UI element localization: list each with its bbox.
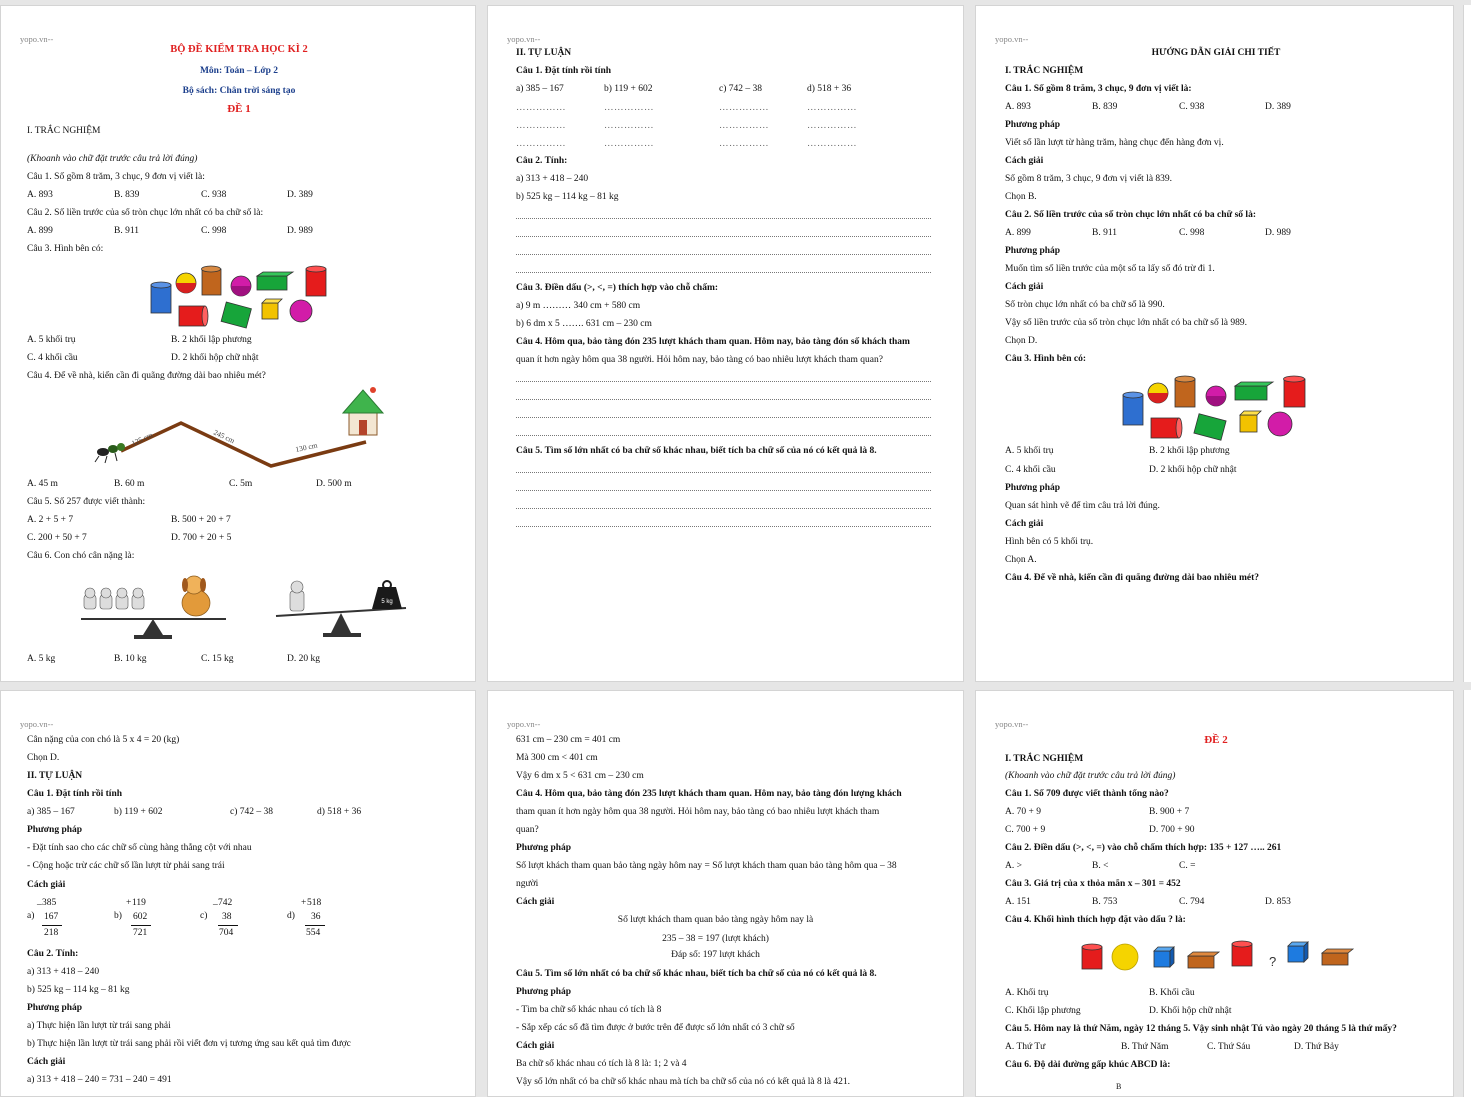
question-2: Câu 2. Điền dấu (>, <, =) vào chỗ chấm thích hợp: 135 + 127 ….. 261: [1005, 843, 1282, 853]
solution-text: Số gồm 8 trăm, 3 chục, 9 đơn vị viết là 839.: [1005, 174, 1173, 184]
calc-label: d): [287, 911, 295, 921]
document-page-6: [975, 690, 1454, 1097]
option: C. Thứ Sáu: [1207, 1042, 1251, 1052]
section-heading: I. TRẮC NGHIỆM: [1005, 66, 1084, 76]
option: B. 500 + 20 + 7: [171, 515, 231, 525]
answer-line: [516, 236, 931, 237]
method-text: a) Thực hiện lần lượt từ trái sang phải: [27, 1021, 171, 1031]
question-3a: a) 9 m ……… 340 cm + 580 cm: [516, 301, 641, 311]
option: D. 853: [1265, 897, 1291, 907]
option: C. 938: [201, 190, 227, 200]
calc-item: b) 119 + 602: [604, 84, 653, 94]
instruction: (Khoanh vào chữ đặt trước câu trả lời đúng): [1005, 771, 1176, 781]
option: A. 899: [1005, 228, 1031, 238]
question-3: Câu 3. Hình bên có:: [1005, 354, 1087, 364]
ant-icon: [95, 443, 125, 463]
solution-text: Vậy 6 dm x 5 < 631 cm – 230 cm: [516, 771, 644, 781]
answer-blank: ……………: [604, 121, 654, 131]
shape-sequence-figure: [1076, 939, 1366, 979]
solution-text: Số tròn chục lớn nhất có ba chữ số là 990.: [1005, 300, 1165, 310]
document-page-4: [0, 690, 476, 1097]
option: D. 989: [1265, 228, 1291, 238]
dog-icon: [182, 576, 210, 616]
option: A. Thứ Tư: [1005, 1042, 1046, 1052]
answer-line: [516, 399, 931, 400]
ant-path-figure: [91, 386, 391, 476]
solution-heading: Cách giải: [1005, 519, 1044, 529]
option: B. 2 khối lập phương: [1149, 446, 1230, 456]
method-text: Quan sát hình vẽ để tìm câu trả lời đúng.: [1005, 501, 1160, 511]
section-heading: II. TỰ LUẬN: [27, 771, 83, 781]
option: A. 5 khối trụ: [27, 335, 76, 345]
option: C. 998: [201, 226, 227, 236]
method-text: Viết số lần lượt từ hàng trăm, hàng chục đến hàng đơn vị.: [1005, 138, 1224, 148]
solution-text: Ba chữ số khác nhau có tích là 8 là: 1; 2 và 4: [516, 1059, 687, 1069]
question-5: Câu 5. Số 257 được viết thành:: [27, 497, 146, 507]
answer-blank: ……………: [719, 139, 769, 149]
page-header: yopo.vn--: [995, 34, 1029, 44]
section-heading: I. TRẮC NGHIỆM: [1005, 754, 1084, 764]
scale-left: [81, 576, 226, 639]
question-1: Câu 1. Số gồm 8 trăm, 3 chục, 9 đơn vị viết là:: [27, 172, 205, 182]
question-1: Câu 1. Đặt tính rồi tính: [27, 789, 123, 799]
option: B. 10 kg: [114, 654, 147, 664]
option: B. Khối cầu: [1149, 988, 1195, 998]
option: B. 753: [1092, 897, 1118, 907]
section-heading: II. TỰ LUẬN: [516, 48, 572, 58]
calc-item: c) 742 – 38: [719, 84, 763, 94]
answer-blank: ……………: [516, 139, 566, 149]
document-page-5: [487, 690, 964, 1097]
segment-label-3: 130 cm: [294, 440, 319, 454]
question-1: Câu 1. Số 709 được viết thành tổng nào?: [1005, 789, 1169, 799]
exam-label: ĐỀ 2: [1204, 734, 1228, 746]
answer-line: [516, 435, 931, 436]
doc-book: Bộ sách: Chân trời sáng tạo: [182, 86, 296, 96]
calc-item: a) 385 – 167: [27, 807, 75, 817]
option: B. Thứ Năm: [1121, 1042, 1169, 1052]
option: C. 794: [1179, 897, 1205, 907]
calc-result: 721: [133, 928, 148, 938]
solution-heading: Cách giải: [27, 1057, 66, 1067]
answer-blank: ……………: [516, 103, 566, 113]
option: A. 899: [27, 226, 53, 236]
question-4: Câu 4. Để về nhà, kiến cần đi quãng đường dài bao nhiêu mét?: [1005, 573, 1260, 583]
answer-choice: Chọn B.: [1005, 192, 1037, 202]
method-text: b) Thực hiện lần lượt từ trái sang phải rồi viết đơn vị tương ứng sau kết quả tìm được: [27, 1039, 351, 1049]
question-5: Câu 5. Tìm số lớn nhất có ba chữ số khác nhau, biết tích ba chữ số của nó có kết quả là 8.: [516, 969, 877, 979]
doc-title: BỘ ĐỀ KIỂM TRA HỌC KÌ 2: [170, 44, 308, 55]
answer-choice: Chọn A.: [1005, 555, 1037, 565]
option: C. 4 khối cầu: [1005, 465, 1056, 475]
answer-blank: ……………: [604, 103, 654, 113]
option: D. 389: [1265, 102, 1291, 112]
answer-line: [516, 218, 931, 219]
document-page-1: [0, 5, 476, 682]
calc-operator: +: [126, 898, 132, 908]
vertex-label: B: [1116, 1082, 1122, 1091]
option: A. 70 + 9: [1005, 807, 1041, 817]
page-edge-sliver: [1463, 5, 1471, 682]
option: C. Khối lập phương: [1005, 1006, 1081, 1016]
section-heading: I. TRẮC NGHIỆM: [27, 126, 101, 136]
solution-text: Cân nặng của con chó là 5 x 4 = 20 (kg): [27, 735, 180, 745]
solution-heading: Cách giải: [27, 880, 66, 890]
option: C. =: [1179, 861, 1196, 871]
answer-blank: ……………: [807, 139, 857, 149]
calc-result: 554: [306, 928, 321, 938]
option: A. 2 + 5 + 7: [27, 515, 74, 525]
question-1: Câu 1. Đặt tính rồi tính: [516, 66, 612, 76]
doc-subject: Môn: Toán – Lớp 2: [199, 66, 279, 76]
option: C. 200 + 50 + 7: [27, 533, 87, 543]
solution-heading: Cách giải: [516, 897, 555, 907]
page-edge-sliver: [1463, 690, 1471, 1097]
answer-line: [516, 508, 931, 509]
calc-item: c) 742 – 38: [230, 807, 274, 817]
question-4-cont: quan ít hơn ngày hôm qua 38 người. Hỏi hôm nay, bảo tàng có bao nhiêu lượt khách tham quan?: [516, 355, 883, 365]
answer-line: [516, 472, 931, 473]
solution-text: Đáp số: 197 lượt khách: [671, 950, 760, 960]
question-4-cont: tham quan ít hơn ngày hôm qua 38 người. Hỏi hôm nay, bảo tàng có bao nhiêu lượt khách tham: [516, 807, 880, 817]
option: A. 5 kg: [27, 654, 56, 664]
page-header: yopo.vn--: [507, 34, 541, 44]
option: C. 998: [1179, 228, 1205, 238]
option: A. >: [1005, 861, 1022, 871]
option: B. 911: [114, 226, 139, 236]
calc-label: a): [27, 911, 35, 921]
solution-text: Mà 300 cm < 401 cm: [516, 753, 598, 763]
solid-shapes-figure: [146, 261, 331, 331]
answer-blank: ……………: [604, 139, 654, 149]
question-3b: b) 6 dm x 5 ……. 631 cm – 230 cm: [516, 319, 652, 329]
question-3: Câu 3. Hình bên có:: [27, 244, 104, 254]
calc-top: 119: [132, 898, 146, 908]
solution-text: a) 313 + 418 – 240 = 731 – 240 = 491: [27, 1075, 172, 1085]
calc-label: c): [200, 911, 208, 921]
method-heading: Phương pháp: [516, 987, 572, 997]
solution-text: Vậy số lớn nhất có ba chữ số khác nhau mà tích ba chữ số của nó có kết quả là 8 là 421.: [516, 1077, 851, 1087]
document-page-3: [975, 5, 1454, 682]
calc-item: b) 119 + 602: [114, 807, 163, 817]
weight-label: 5 kg: [381, 599, 393, 605]
option: B. 911: [1092, 228, 1117, 238]
option: A. 5 khối trụ: [1005, 446, 1054, 456]
solution-text: 235 – 38 = 197 (lượt khách): [662, 934, 769, 944]
method-heading: Phương pháp: [27, 825, 83, 835]
question-6: Câu 6. Con chó cân nặng là:: [27, 551, 135, 561]
answer-line: [516, 526, 931, 527]
answer-line: [516, 490, 931, 491]
question-3: Câu 3. Giá trị của x thỏa mãn x – 301 = 452: [1005, 879, 1181, 889]
option: A. 151: [1005, 897, 1031, 907]
option: D. 2 khối hộp chữ nhật: [1149, 465, 1237, 475]
doc-title: HƯỚNG DẪN GIẢI CHI TIẾT: [1151, 48, 1281, 58]
option: D. 20 kg: [287, 654, 320, 664]
method-heading: Phương pháp: [27, 1003, 83, 1013]
option: C. 15 kg: [201, 654, 234, 664]
solution-heading: Cách giải: [1005, 156, 1044, 166]
balance-scale-figure: [76, 571, 416, 641]
method-heading: Phương pháp: [516, 843, 572, 853]
instruction: (Khoanh vào chữ đặt trước câu trả lời đúng): [27, 154, 198, 164]
answer-choice: Chọn D.: [1005, 336, 1038, 346]
answer-blank: ……………: [516, 121, 566, 131]
option: D. 700 + 90: [1149, 825, 1195, 835]
option: B. 2 khối lập phương: [171, 335, 252, 345]
answer-blank: ……………: [719, 121, 769, 131]
question-2b: b) 525 kg – 114 kg – 81 kg: [27, 985, 130, 995]
calc-item: d) 518 + 36: [807, 84, 852, 94]
option: D. 700 + 20 + 5: [171, 533, 232, 543]
option: B. 839: [114, 190, 140, 200]
method-text: người: [516, 879, 539, 889]
calc-top: 742: [218, 898, 233, 908]
calc-label: b): [114, 911, 122, 921]
answer-line: [516, 381, 931, 382]
question-4: Câu 4. Khối hình thích hợp đặt vào dấu ? là:: [1005, 915, 1186, 925]
calc-item: a) 385 – 167: [516, 84, 564, 94]
option: C. 938: [1179, 102, 1205, 112]
question-6: Câu 6. Độ dài đường gấp khúc ABCD là:: [1005, 1060, 1171, 1070]
question-4: Câu 4. Hôm qua, bảo tàng đón 235 lượt khách tham quan. Hôm nay, bảo tàng đón lượng khách: [516, 789, 902, 799]
option: A. 45 m: [27, 479, 58, 489]
solution-heading: Cách giải: [516, 1041, 555, 1051]
page-header: yopo.vn--: [507, 719, 541, 729]
method-heading: Phương pháp: [1005, 120, 1061, 130]
option: C. 700 + 9: [1005, 825, 1046, 835]
question-3: Câu 3. Điền dấu (>, <, =) thích hợp vào chỗ chấm:: [516, 283, 719, 293]
answer-line: [516, 417, 931, 418]
option: D. 500 m: [316, 479, 352, 489]
option: C. 5m: [229, 479, 253, 489]
option: D. 2 khối hộp chữ nhật: [171, 353, 259, 363]
solution-text: 631 cm – 230 cm = 401 cm: [516, 735, 621, 745]
solution-heading: Cách giải: [1005, 282, 1044, 292]
method-text: - Đặt tính sao cho các chữ số cùng hàng thẳng cột với nhau: [27, 843, 252, 853]
option: D. 389: [287, 190, 313, 200]
calc-bottom: 167: [44, 912, 59, 922]
page-header: yopo.vn--: [20, 34, 54, 44]
column-calc-b: [114, 896, 174, 941]
cat-icon: [84, 588, 144, 609]
question-5: Câu 5. Tìm số lớn nhất có ba chữ số khác nhau, biết tích ba chữ số của nó có kết quả là 8.: [516, 446, 877, 456]
answer-line: [516, 272, 931, 273]
question-2: Câu 2. Số liền trước của số tròn chục lớn nhất có ba chữ số là:: [27, 208, 264, 218]
question-2a: a) 313 + 418 – 240: [516, 174, 589, 184]
column-calc-d: [287, 896, 347, 941]
option: B. <: [1092, 861, 1109, 871]
scale-right: [276, 581, 406, 637]
option: A. Khối trụ: [1005, 988, 1049, 998]
solid-shapes-figure: [1118, 371, 1308, 441]
method-heading: Phương pháp: [1005, 246, 1061, 256]
option: A. 893: [27, 190, 53, 200]
question-2: Câu 2. Tính:: [516, 156, 568, 166]
solution-text: Hình bên có 5 khối trụ.: [1005, 537, 1094, 547]
question-2: Câu 2. Số liền trước của số tròn chục lớn nhất có ba chữ số là:: [1005, 210, 1256, 220]
answer-line: [516, 254, 931, 255]
calc-top: 385: [42, 898, 57, 908]
method-text: - Tìm ba chữ số khác nhau có tích là 8: [516, 1005, 662, 1015]
question-2a: a) 313 + 418 – 240: [27, 967, 100, 977]
calc-top: 518: [307, 898, 322, 908]
question-4: Câu 4. Hôm qua, bảo tàng đón 235 lượt khách tham quan. Hôm nay, bảo tàng đón số khách tham: [516, 337, 910, 347]
calc-result: 704: [219, 928, 234, 938]
calc-operator: +: [301, 898, 307, 908]
option: B. 900 + 7: [1149, 807, 1190, 817]
calc-item: d) 518 + 36: [317, 807, 362, 817]
solution-text: Vậy số liền trước của số tròn chục lớn nhất có ba chữ số là 989.: [1005, 318, 1247, 328]
question-5: Câu 5. Hôm nay là thứ Năm, ngày 12 tháng 5. Vậy sinh nhật Tú vào ngày 20 tháng 5 là thứ mấy?: [1005, 1024, 1397, 1034]
answer-blank: ……………: [807, 121, 857, 131]
calc-result: 218: [44, 928, 59, 938]
question-1: Câu 1. Số gồm 8 trăm, 3 chục, 9 đơn vị viết là:: [1005, 84, 1192, 94]
page-header: yopo.vn--: [995, 719, 1029, 729]
method-text: - Cộng hoặc trừ các chữ số lần lượt từ phải sang trái: [27, 861, 225, 871]
calc-bottom: 602: [133, 912, 148, 922]
method-text: - Sắp xếp các số đã tìm được ở bước trên để được số lớn nhất có 3 chữ số: [516, 1023, 795, 1033]
answer-blank: ……………: [807, 103, 857, 113]
document-page-2: [487, 5, 964, 682]
answer-choice: Chọn D.: [27, 753, 60, 763]
weight-icon: [372, 581, 402, 609]
method-text: Số lượt khách tham quan bảo tàng ngày hôm nay = Số lượt khách tham quan bảo tàng hôm qua – 38: [516, 861, 897, 871]
option: D. Thứ Bảy: [1294, 1042, 1339, 1052]
calc-operator: _: [37, 897, 42, 907]
option: D. 989: [287, 226, 313, 236]
question-4: Câu 4. Để về nhà, kiến cần đi quãng đường dài bao nhiêu mét?: [27, 371, 266, 381]
method-heading: Phương pháp: [1005, 483, 1061, 493]
option: C. 4 khối cầu: [27, 353, 78, 363]
question-4-cont: quan?: [516, 825, 539, 835]
calc-bottom: 38: [222, 912, 232, 922]
column-calc-a: [27, 896, 87, 941]
page-header: yopo.vn--: [20, 719, 54, 729]
house-icon: [343, 387, 383, 435]
solution-text: Số lượt khách tham quan bảo tàng ngày hôm nay là: [617, 915, 814, 925]
option: B. 60 m: [114, 479, 145, 489]
cat-icon: [290, 581, 304, 611]
method-text: Muốn tìm số liền trước của một số ta lấy số đó trừ đi 1.: [1005, 264, 1215, 274]
option: D. Khối hộp chữ nhật: [1149, 1006, 1232, 1016]
answer-blank: ……………: [719, 103, 769, 113]
calc-bottom: 36: [311, 912, 321, 922]
column-calc-c: [200, 896, 260, 941]
exam-label: ĐỀ 1: [227, 103, 251, 115]
question-mark: ?: [1269, 954, 1277, 969]
segment-label-2: 245 cm: [212, 427, 237, 446]
segment-label-1: 125 cm: [130, 430, 155, 448]
question-2: Câu 2. Tính:: [27, 949, 79, 959]
option: A. 893: [1005, 102, 1031, 112]
option: B. 839: [1092, 102, 1118, 112]
question-2b: b) 525 kg – 114 kg – 81 kg: [516, 192, 619, 202]
calc-operator: _: [213, 897, 218, 907]
